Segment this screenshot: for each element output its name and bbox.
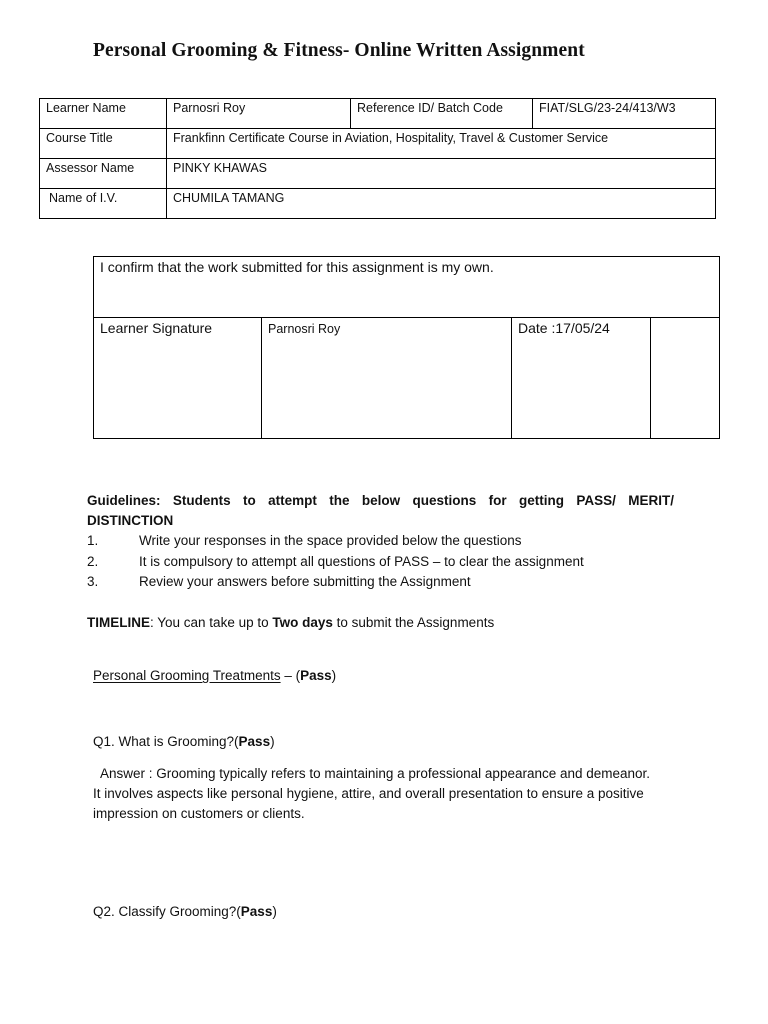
question-close: )	[270, 734, 275, 749]
confirmation-table	[93, 256, 720, 439]
guidelines-heading: Guidelines: Students to attempt the below questions for getting PASS/ MERIT/ DISTINCTION	[87, 493, 674, 528]
table-row	[94, 318, 720, 439]
timeline-post: to submit the Assignments	[332, 615, 495, 630]
list-item	[87, 531, 521, 551]
list-text: It is compulsory to attempt all questions of PASS – to clear the assignment	[139, 554, 584, 569]
question-text: Q1. What is Grooming?(	[93, 734, 239, 749]
table-row	[40, 159, 716, 189]
confirmation-statement: I confirm that the work submitted for this assignment is my own.	[94, 257, 720, 318]
question-level: Pass	[238, 734, 271, 749]
list-number: 1.	[87, 533, 99, 548]
question-text: Q2. Classify Grooming?(	[93, 904, 241, 919]
reference-value: FIAT/SLG/23-24/413/W3	[533, 99, 716, 129]
iv-label: Name of I.V.	[40, 189, 167, 219]
learner-name-label: Learner Name	[40, 99, 167, 129]
section-level: Pass	[300, 668, 332, 683]
table-row	[94, 257, 720, 318]
section-close: )	[331, 668, 337, 683]
learner-info-table	[39, 98, 716, 219]
timeline-line	[87, 613, 494, 633]
list-text: Review your answers before submitting the Assignment	[139, 574, 471, 589]
table-row	[40, 189, 716, 219]
date-value: Date :17/05/24	[512, 318, 651, 439]
page-title: Personal Grooming & Fitness- Online Written Assignment	[93, 40, 585, 61]
question-level: Pass	[240, 904, 273, 919]
list-item	[87, 552, 584, 572]
section-title: Personal Grooming Treatments	[93, 668, 281, 683]
table-row	[40, 99, 716, 129]
question-1	[93, 732, 275, 752]
question-close: )	[272, 904, 277, 919]
course-title-label: Course Title	[40, 129, 167, 159]
timeline-pre: : You can take up to	[150, 615, 273, 630]
signature-value: Parnosri Roy	[262, 318, 512, 439]
list-text: Write your responses in the space provided below the questions	[139, 533, 522, 548]
assessor-label: Assessor Name	[40, 159, 167, 189]
question-2	[93, 902, 277, 922]
empty-cell	[651, 318, 720, 439]
reference-label: Reference ID/ Batch Code	[351, 99, 533, 129]
learner-name-value: Parnosri Roy	[167, 99, 351, 129]
answer-1: Answer : Grooming typically refers to maintaining a professional appearance and demeanor. It involves aspects like personal hygiene, attire, and overall presentation to ensure a positive impression on customers or clients.	[93, 766, 651, 821]
list-item	[87, 572, 471, 592]
table-row	[40, 129, 716, 159]
section-heading	[93, 666, 336, 686]
list-number: 3.	[87, 574, 99, 589]
section-dash: – (	[280, 668, 301, 683]
course-title-value: Frankfinn Certificate Course in Aviation, Hospitality, Travel & Customer Service	[167, 129, 716, 159]
timeline-label: TIMELINE	[87, 615, 150, 630]
signature-label: Learner Signature	[94, 318, 262, 439]
assessor-value: PINKY KHAWAS	[167, 159, 716, 189]
timeline-duration: Two days	[272, 615, 333, 630]
list-number: 2.	[87, 554, 99, 569]
iv-value: CHUMILA TAMANG	[167, 189, 716, 219]
